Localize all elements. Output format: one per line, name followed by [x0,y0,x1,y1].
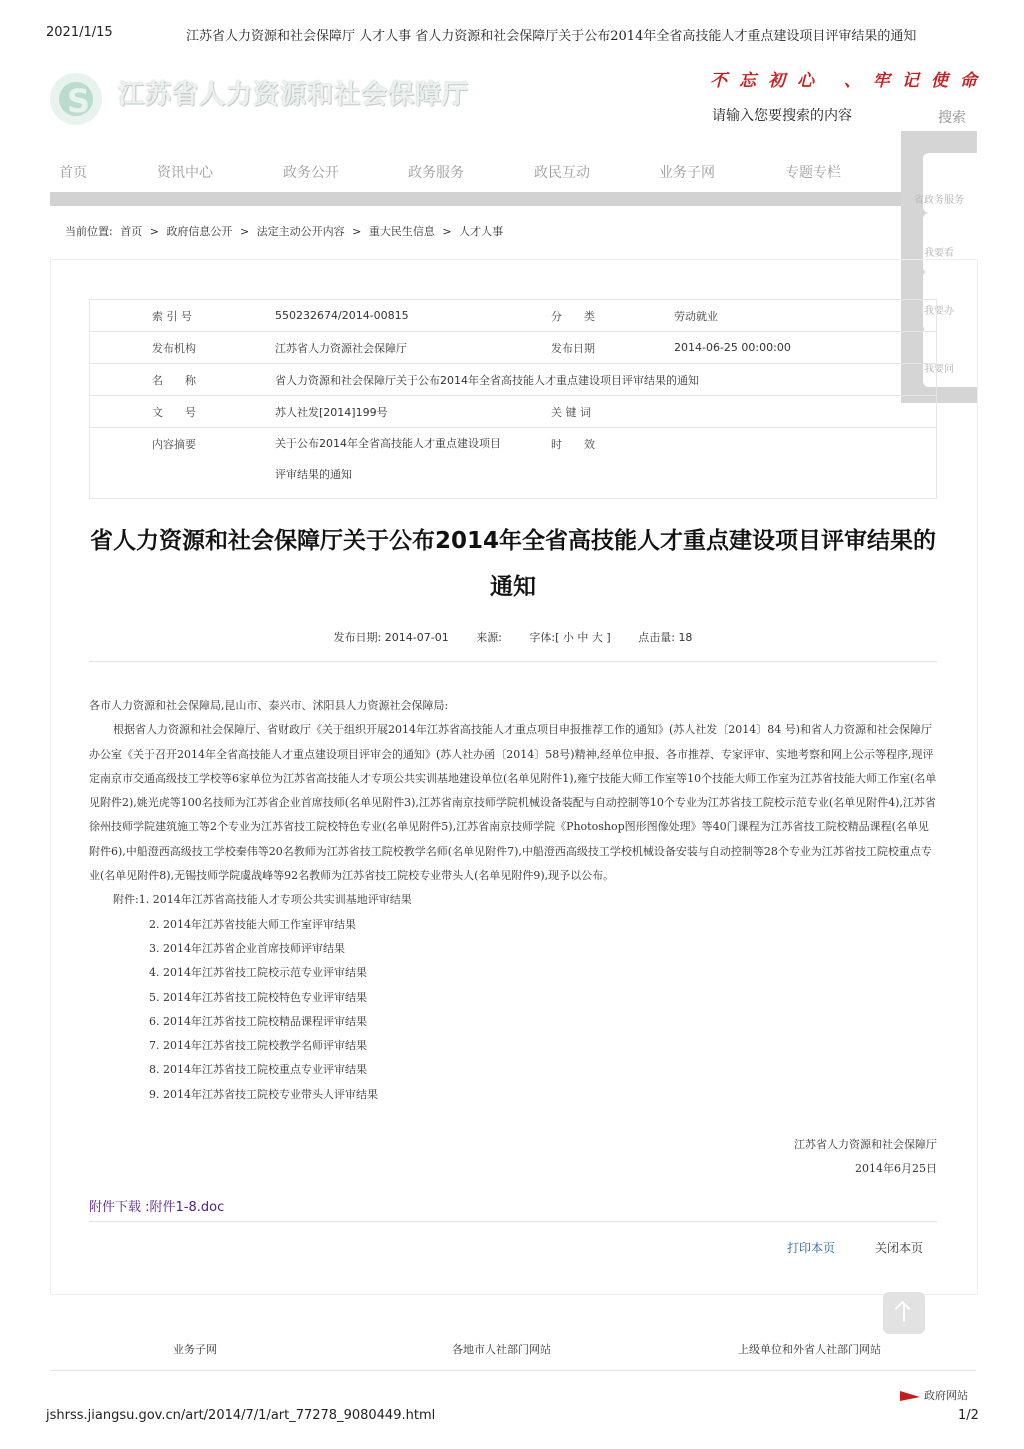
nav-item-home[interactable]: 首页 [59,165,87,181]
back-to-top-icon[interactable] [883,1292,925,1334]
footer-link-superior-sites[interactable]: 上级单位和外省人社部门网站 [738,1343,881,1356]
validity-label: 时 效 [551,428,674,499]
nav-item-news[interactable]: 资讯中心 [157,165,213,181]
breadcrumb-item-statutory[interactable]: 法定主动公开内容 [256,225,345,238]
abstract-line: 评审结果的通知 [275,468,352,481]
breadcrumb [65,223,507,239]
print-url: jshrss.jiangsu.gov.cn/art/2014/7/1/art_77278_9080449.html [46,1408,436,1423]
side-item-apply[interactable]: 我要办 [924,306,954,317]
index-value: 550232674/2014-00815 [275,300,551,332]
metadata-table [89,299,937,499]
font-size-control[interactable] [529,631,610,644]
article-title [89,518,937,610]
nav-item-interaction[interactable]: 政民互动 [534,165,590,181]
publish-date-value: 2014-07-01 [384,631,449,644]
nav-bar [50,192,976,206]
breadcrumb-item-home[interactable]: 首页 [120,225,143,238]
breadcrumb-item-talent[interactable]: 人才人事 [459,225,504,238]
close-page-button[interactable]: 关闭本页 [875,1241,924,1255]
search-button[interactable]: 搜索 [938,110,966,126]
nav-item-subsites[interactable]: 业务子网 [659,165,715,181]
docno-value: 苏人社发[2014]199号 [275,396,551,428]
validity-value [674,428,937,499]
font-size-label: 字体: [529,631,556,644]
article-info [89,629,937,645]
signature-org: 江苏省人力资源和社会保障厅 [794,1138,937,1151]
attachment-item: 8. 2014年江苏省技工院校重点专业评审结果 [149,1063,367,1077]
breadcrumb-prefix: 当前位置: [65,225,113,238]
divider [89,661,937,662]
hits-value: 18 [678,631,693,644]
breadcrumb-separator: > [442,225,452,238]
print-page-number: 1/2 [958,1408,979,1423]
attachment-item: 4. 2014年江苏省技工院校示范专业评审结果 [149,966,367,980]
article-body [89,694,939,1107]
gov-website-label: 政府网站 [924,1390,968,1402]
attachment-item: 9. 2014年江苏省技工院校专业带头人评审结果 [149,1087,378,1101]
abstract-label: 内容摘要 [90,428,276,499]
attachment-item: 3. 2014年江苏省企业首席技师评审结果 [149,941,345,955]
keywords-value [674,396,937,428]
nav-item-gov-service[interactable]: 政务服务 [408,165,464,181]
source-label: 来源: [476,631,502,644]
search-input[interactable] [712,105,902,127]
index-label: 索 引 号 [90,300,276,332]
side-item-gov-service[interactable]: 省政务服务 [914,195,964,206]
abstract-line: 关于公布2014年全省高技能人才重点建设项目 [275,437,501,450]
print-page-title: 江苏省人力资源和社会保障厅 人才人事 省人力资源和社会保障厅关于公布2014年全省高技能人才重点建设项目评审结果的通知 [186,29,917,44]
signature-date: 2014年6月25日 [855,1162,937,1175]
site-logo-icon[interactable] [50,73,102,125]
breadcrumb-item-livelihood[interactable]: 重大民生信息 [368,225,435,238]
salutation: 各市人力资源和社会保障局,昆山市、泰兴市、沭阳县人力资源社会保障局: [89,699,449,712]
print-page-button[interactable]: 打印本页 [787,1241,836,1255]
main-nav [50,150,976,192]
attachment-item: 2. 2014年江苏省技能大师工作室评审结果 [149,917,356,931]
name-label: 名 称 [90,364,276,396]
nav-item-topics[interactable]: 专题专栏 [785,165,841,181]
keywords-label: 关 键 词 [551,396,674,428]
divider [89,1221,937,1222]
article-title-line: 通知 [490,574,536,600]
attachment-download-link[interactable]: 附件下载 :附件1-8.doc [89,1200,225,1215]
hits-label: 点击量: [638,631,675,644]
publish-date-label: 发布日期 [551,332,674,364]
breadcrumb-separator: > [239,225,250,238]
font-size-options[interactable]: [ 小 中 大 ] [555,631,611,644]
name-value: 省人力资源和社会保障厅关于公布2014年全省高技能人才重点建设项目评审结果的通知 [275,364,937,396]
attachment-list-head: 附件:1. 2014年江苏省高技能人才专项公共实训基地评审结果 [113,893,412,907]
gov-website-mark[interactable] [900,1390,974,1402]
attachment-item: 7. 2014年江苏省技工院校教学名师评审结果 [149,1039,367,1053]
breadcrumb-separator: > [149,225,159,238]
issuer-value: 江苏省人力资源社会保障厅 [275,332,551,364]
breadcrumb-separator: > [352,225,362,238]
print-date: 2021/1/15 [46,25,113,40]
article-title-line: 省人力资源和社会保障厅关于公布2014年全省高技能人才重点建设项目评审结果的 [89,528,936,554]
slogan: 不忘初心 、牢记使命 [710,71,989,91]
breadcrumb-item-gov-info[interactable]: 政府信息公开 [166,225,233,238]
footer-link-local-sites[interactable]: 各地市人社部门网站 [452,1343,551,1356]
footer-link-subsites[interactable]: 业务子网 [173,1343,217,1356]
docno-label: 文 号 [90,396,276,428]
category-label: 分 类 [551,300,674,332]
body-paragraph: 根据省人力资源和社会保障厅、省财政厅《关于组织开展2014年江苏省高技能人才重点项目申报推荐工作的通知》(苏人社发〔2014〕84 号)和省人力资源和社会保障厅办公室《关于召开2014年全省高技能人才重点建设项目评审会的通知》(苏人社办函〔2014〕58号)精神,经单位申报、各市推荐、专家评审、实地考察和网上公示等程序,现评定南京市交通高级技工学校等6家单位为江苏省高技能人才专项公共实训基地建设单位(名单见附件1),雍宁技能大师工作室等10个技能大师工作室为江苏省技能大师工作室(名单见附件2),姚光虎等100名技师为江苏省企业首席技师(名单见附件3),江苏省南京技师学院机械设备装配与自动控制等10个专业为江苏省技工院校示范专业(名单见附件4),江苏省徐州技师学院建筑施工等2个专业为江苏省技工院校特色专业(名单见附件5),江苏省南京技师学院《Photoshop图形图像处理》等40门课程为江苏省技工院校精品课程(名单见附件6),中船澄西高级技工学校秦伟等20名教师为江苏省技工院校教学名师(名单见附件7),中船澄西高级技工学校机械设备安装与自动控制等28个专业为江苏省技工院校重点专业(名单见附件8),无锡技师学院虞战峰等92名教师为江苏省技工院校专业带头人(名单见附件9),现予以公布。 [89,723,937,883]
attachment-item: 5. 2014年江苏省技工院校特色专业评审结果 [149,990,367,1004]
gov-flag-icon [900,1391,920,1401]
nav-item-gov-info[interactable]: 政务公开 [283,165,339,181]
publish-date-label: 发布日期: [333,631,382,644]
issuer-label: 发布机构 [90,332,276,364]
publish-date [334,631,449,644]
publish-date-value: 2014-06-25 00:00:00 [674,332,937,364]
hits [638,631,692,644]
category-value: 劳动就业 [674,300,937,332]
attachment-item: 6. 2014年江苏省技工院校精品课程评审结果 [149,1014,367,1028]
side-item-view[interactable]: 我要看 [924,248,954,259]
site-name[interactable]: 江苏省人力资源和社会保障厅 [118,80,470,110]
abstract-value [275,428,551,499]
side-item-ask[interactable]: 我要问 [924,364,954,375]
divider [50,1370,976,1371]
